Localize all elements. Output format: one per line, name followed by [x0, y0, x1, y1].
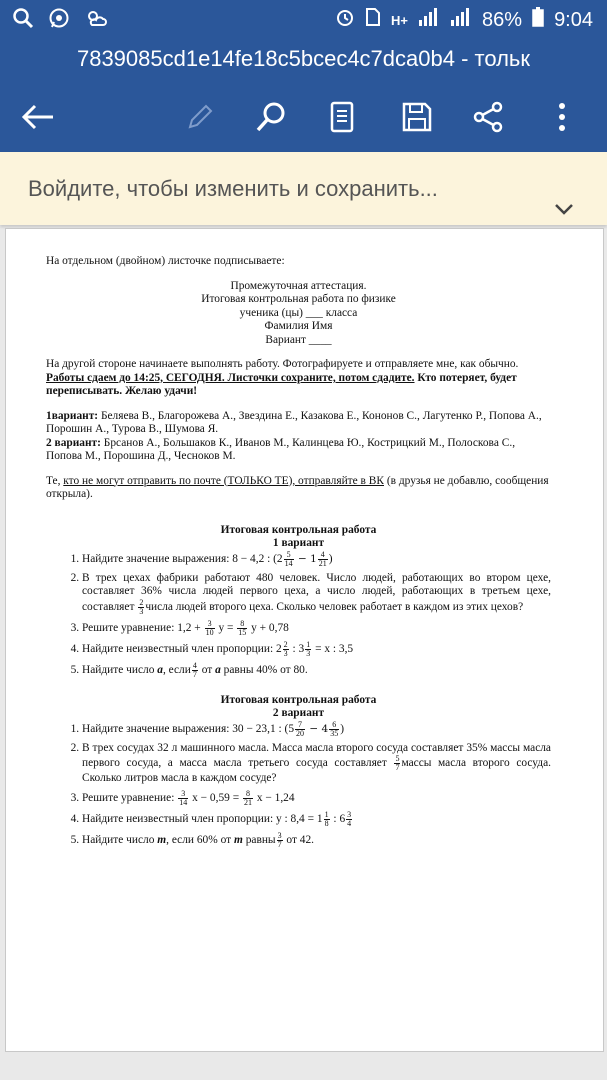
- alarm-icon: [335, 7, 355, 33]
- question-item: 4. Найдите неизвестный член пропорции: y : 8,4 = 1 $\frac{1}{8}$ : 6 $\frac{3}{4}$: [82, 811, 551, 828]
- back-button[interactable]: [14, 94, 62, 140]
- share-icon: [472, 101, 504, 133]
- question-item: 2. В трех цехах фабрики работают 480 человек. Число людей, работающих во втором цехе, составляет 36% числа людей первого цеха, а число людей, работающих в третьем цехе, составляет $\frac{2}{3}$ числа людей второго цеха. Сколько человек работает в каждом из этих цехов?: [82, 572, 551, 616]
- variant1-list: 1вариант: Беляева В., Благорожева А., Звездина Е., Казакова Е., Кононов С., Лагутенко Р., Попова А., Порошин А., Турова В., Шумова Я.: [46, 409, 542, 435]
- test2-questions: [46, 721, 551, 849]
- deadline-text: Работы сдаем до 14:25, СЕГОДНЯ. Листочки сохраните, потом сдадите.: [46, 371, 415, 384]
- status-bar: [0, 0, 607, 40]
- question-item: 3. Решите уравнение: 1,2 + $\frac{3}{10}$ y = $\frac{8}{15}$ y + 0,78: [82, 620, 551, 637]
- sim-icon: [365, 7, 381, 33]
- question-item: 5. Найдите число m, если 60% от m равны $\frac{3}{7}$ от 42.: [82, 832, 551, 849]
- header-line: Итоговая контрольная работа по физике: [201, 293, 396, 305]
- signin-banner[interactable]: [0, 152, 607, 225]
- document-title: 7839085cd1e14fe18c5bcec4c7dca0b4 - тольк: [0, 40, 607, 82]
- more-vertical-icon: [557, 101, 567, 133]
- weather-icon: [84, 7, 108, 35]
- instructions-paragraph: На другой стороне начинаете выполнять работу. Фотографируете и отправляете мне, как обычно. Работы сдаем до 14:25, СЕГОДНЯ. Листочки сохраните, потом сдадите. Кто потеряет, будет переписывать. Желаю удачи!: [46, 358, 519, 397]
- document-body: [46, 255, 551, 853]
- battery-icon: [532, 7, 544, 33]
- question-item: 4. Найдите неизвестный член пропорции: 2 $\frac{2}{3}$ : 3 $\frac{1}{3}$ = x : 3,5: [82, 641, 551, 658]
- bottom-spacer: [0, 1060, 607, 1080]
- signal-icon: [418, 8, 440, 32]
- doc-header: [46, 280, 551, 348]
- question-item: 3. Решите уравнение: $\frac{3}{14}$ x − 0,59 = $\frac{8}{21}$ x − 1,24: [82, 790, 551, 807]
- question-item: 1. Найдите значение выражения: 8 − 4,2 : (2 $\frac{5}{14}$ − 1 $\frac{4}{21}$ ): [82, 551, 551, 568]
- battery-level: 86%: [482, 8, 523, 31]
- document-icon: [329, 101, 355, 133]
- search-icon: [12, 7, 34, 35]
- reading-view-button[interactable]: [318, 94, 366, 140]
- header-line: Промежуточная аттестация.: [230, 279, 367, 292]
- signal-icon-2: [450, 8, 472, 32]
- save-icon: [401, 101, 433, 133]
- question-item: 2. В трех сосудах 32 л машинного масла. Масса масла второго сосуда составляет 35% массы масла первого сосуда, а масса масла третьего сосуда составляет $\frac{5}{7}$ массы масла второго сосуда. Сколько литров масла в каждом сосуде?: [82, 742, 551, 786]
- arrow-left-icon: [21, 103, 55, 131]
- variant2-list: 2 вариант: Брсанов А., Большаков К., Иванов М., Калинцева Ю., Кострицкий М., Полосковa С., Попова М., Порошина Д., Чесноков М.: [46, 436, 516, 462]
- edit-button[interactable]: [176, 94, 224, 140]
- header-line: Вариант ____: [265, 333, 332, 346]
- signin-banner-text: Войдите, чтобы изменить и сохранить...: [28, 176, 438, 201]
- header-line: Фамилия Имя: [264, 320, 333, 332]
- vk-paragraph: Те, кто не могут отправить по почте (ТОЛЬКО ТЕ), отправляйте в ВК (в друзья не добавлю, сообщения открыла).: [46, 474, 549, 500]
- pencil-icon: [185, 102, 215, 132]
- clock: 9:04: [554, 8, 593, 31]
- test1-heading: Итоговая контрольная работа 1 вариант: [220, 523, 377, 549]
- whatsapp-icon: [48, 7, 70, 35]
- test1-questions: [46, 551, 551, 679]
- test2-heading: Итоговая контрольная работа 2 вариант: [220, 693, 377, 719]
- search-icon: [255, 101, 287, 133]
- doc-line: На отдельном (двойном) листочке подписываете:: [46, 255, 285, 267]
- save-button[interactable]: [393, 94, 441, 140]
- network-type: H+: [391, 12, 409, 28]
- share-button[interactable]: [464, 94, 512, 140]
- more-options-button[interactable]: [538, 94, 586, 140]
- toolbar: [0, 82, 607, 152]
- document-page[interactable]: [5, 228, 604, 1052]
- question-item: 1. Найдите значение выражения: 30 − 23,1 : (5 $\frac{7}{20}$ − 4 $\frac{6}{35}$ ): [82, 721, 551, 738]
- question-item: 5. Найдите число a, если $\frac{4}{7}$ от a равны 40% от 80.: [82, 662, 551, 679]
- search-button[interactable]: [247, 94, 295, 140]
- header-line: ученика (цы) ___ класса: [239, 306, 358, 319]
